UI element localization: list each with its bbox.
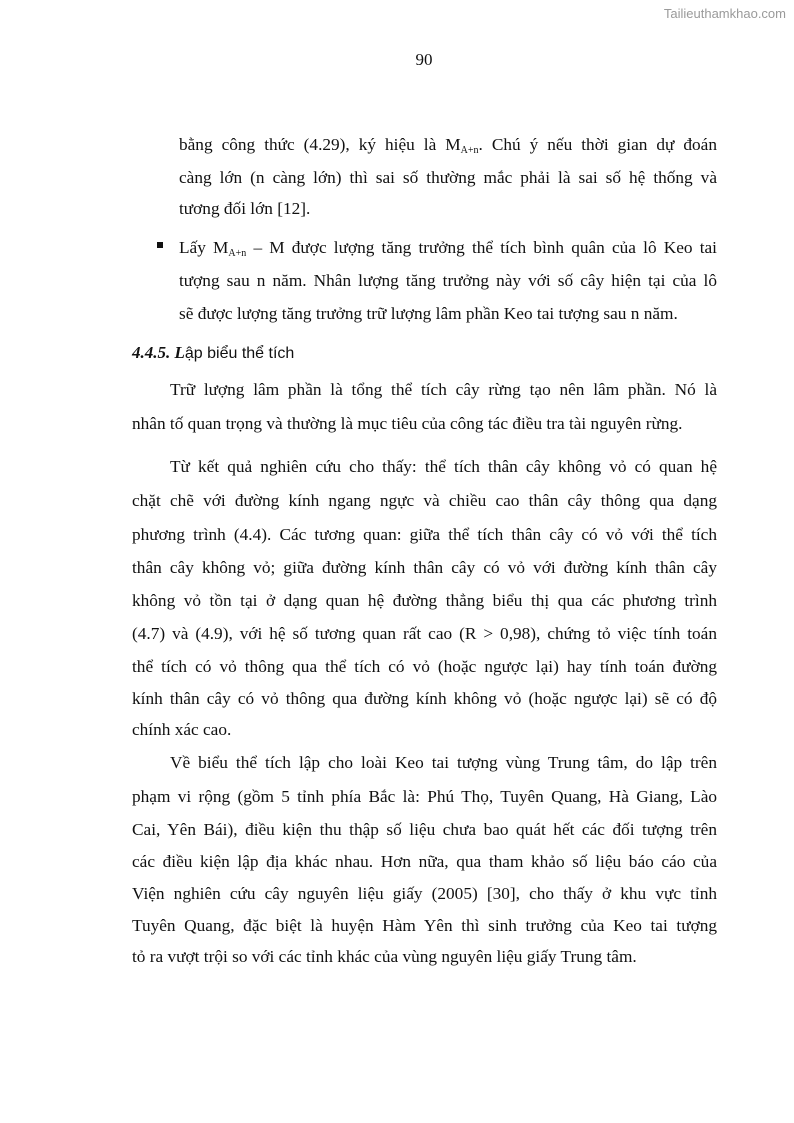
paragraph-line: Cai, Yên Bái), điều kiện thu thập số liệu chưa bao quát hết các đối tượng trên	[132, 820, 717, 839]
paragraph-line: thân cây không vỏ; giữa đường kính thân cây có vỏ với đường kính thân cây	[132, 558, 717, 577]
paragraph-line: phạm vi rộng (gồm 5 tỉnh phía Bắc là: Phú Thọ, Tuyên Quang, Hà Giang, Lào	[132, 787, 717, 806]
text-line: sẽ được lượng tăng trưởng trữ lượng lâm phần Keo tai tượng sau n năm.	[179, 304, 678, 323]
text-line: tương đối lớn [12].	[179, 199, 311, 218]
text-line: càng lớn (n càng lớn) thì sai số thường mắc phải là sai số hệ thống và	[179, 168, 717, 187]
paragraph-line: Viện nghiên cứu cây nguyên liệu giấy (2005) [30], cho thấy ở khu vực tỉnh	[132, 884, 717, 903]
bullet-icon	[157, 242, 163, 248]
paragraph-line: Từ kết quả nghiên cứu cho thấy: thể tích thân cây không vỏ có quan hệ	[170, 457, 717, 476]
paragraph-line: Trữ lượng lâm phần là tổng thể tích cây rừng tạo nên lâm phần. Nó là	[170, 380, 717, 399]
text-line: Lấy $M_{A+n}$ – M được lượng tăng trưởng thể tích bình quân của lô Keo tai	[179, 238, 717, 259]
paragraph-line: phương trình (4.4). Các tương quan: giữa thể tích thân cây có vỏ với thể tích	[132, 525, 717, 544]
text-line: tượng sau n năm. Nhân lượng tăng trưởng này với số cây hiện tại của lô	[179, 271, 717, 290]
paragraph-line: (4.7) và (4.9), với hệ số tương quan rất cao (R > 0,98), chứng tỏ việc tính toán	[132, 624, 717, 643]
paragraph-line: không vỏ tồn tại ở dạng quan hệ đường thẳng biểu thị qua các phương trình	[132, 591, 717, 610]
paragraph-line: chặt chẽ với đường kính ngang ngực và chiều cao thân cây thông qua dạng	[132, 491, 717, 510]
page-number: 90	[415, 50, 433, 69]
paragraph-line: các điều kiện lập địa khác nhau. Hơn nữa, qua tham khảo số liệu báo cáo của	[132, 852, 717, 871]
watermark: Tailieuthamkhao.com	[663, 6, 786, 21]
section-heading: 4.4.5. Lập biểu thể tích	[132, 343, 295, 362]
paragraph-line: thể tích có vỏ thông qua thể tích có vỏ (hoặc ngược lại) hay tính toán đường	[132, 657, 717, 676]
paragraph-line: tỏ ra vượt trội so với các tỉnh khác của vùng nguyên liệu giấy Trung tâm.	[132, 947, 637, 966]
paragraph-line: chính xác cao.	[132, 720, 232, 739]
paragraph-line: nhân tố quan trọng và thường là mục tiêu của công tác điều tra tài nguyên rừng.	[132, 414, 683, 433]
paragraph-line: Tuyên Quang, đặc biệt là huyện Hàm Yên thì sinh trưởng của Keo tai tượng	[132, 916, 717, 935]
text-line: bằng công thức (4.29), ký hiệu là $M_{A+n}$. Chú ý nếu thời gian dự đoán	[179, 135, 717, 156]
paragraph-line: Về biểu thể tích lập cho loài Keo tai tượng vùng Trung tâm, do lập trên	[170, 753, 717, 772]
paragraph-line: kính thân cây có vỏ thông qua đường kính không vỏ (hoặc ngược lại) sẽ có độ	[132, 689, 717, 708]
